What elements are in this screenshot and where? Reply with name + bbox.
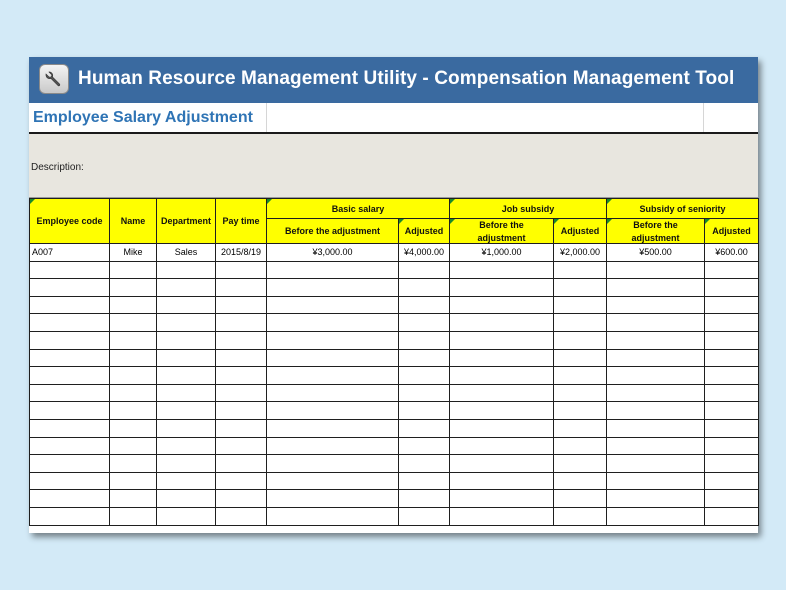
- empty-cell[interactable]: [267, 384, 399, 402]
- table-row: [30, 261, 759, 279]
- empty-cell[interactable]: [607, 261, 705, 279]
- salary-table: [29, 198, 759, 526]
- empty-cell[interactable]: [705, 384, 759, 402]
- empty-cell[interactable]: [705, 437, 759, 455]
- empty-cell[interactable]: [267, 367, 399, 385]
- description-area[interactable]: [29, 134, 758, 198]
- cell-job-before[interactable]: ¥1,000.00: [450, 244, 554, 262]
- empty-cell[interactable]: [267, 349, 399, 367]
- table-row: [30, 455, 759, 473]
- empty-cell[interactable]: [399, 331, 450, 349]
- empty-cell[interactable]: [607, 331, 705, 349]
- empty-cell[interactable]: [110, 419, 157, 437]
- empty-cell[interactable]: [110, 455, 157, 473]
- empty-cell[interactable]: [110, 384, 157, 402]
- empty-cell[interactable]: [399, 349, 450, 367]
- empty-cell[interactable]: [157, 507, 216, 525]
- empty-cell[interactable]: [110, 314, 157, 332]
- empty-cell[interactable]: [450, 472, 554, 490]
- empty-cell[interactable]: [110, 279, 157, 297]
- empty-cell[interactable]: [705, 402, 759, 420]
- empty-cell[interactable]: [399, 437, 450, 455]
- empty-cell[interactable]: [267, 437, 399, 455]
- empty-cell[interactable]: [705, 314, 759, 332]
- empty-cell[interactable]: [607, 419, 705, 437]
- header-job-before[interactable]: Before the adjustment: [450, 219, 554, 244]
- empty-cell[interactable]: [607, 384, 705, 402]
- empty-cell[interactable]: [267, 472, 399, 490]
- cell-basic-before[interactable]: ¥3,000.00: [267, 244, 399, 262]
- header-department[interactable]: Department: [157, 199, 216, 244]
- empty-cell[interactable]: [216, 472, 267, 490]
- header-basic-before[interactable]: Before the adjustment: [267, 219, 399, 244]
- header-seniority-adjusted[interactable]: Adjusted: [705, 219, 759, 244]
- cell-department[interactable]: Sales: [157, 244, 216, 262]
- empty-cell[interactable]: [30, 490, 110, 508]
- empty-cell[interactable]: [110, 490, 157, 508]
- empty-cell[interactable]: [30, 314, 110, 332]
- cell-divider: [703, 103, 704, 132]
- empty-cell[interactable]: [705, 279, 759, 297]
- empty-cell[interactable]: [554, 437, 607, 455]
- empty-cell[interactable]: [267, 507, 399, 525]
- empty-cell[interactable]: [399, 419, 450, 437]
- empty-cell[interactable]: [554, 419, 607, 437]
- empty-cell[interactable]: [554, 490, 607, 508]
- cell-seniority-before[interactable]: ¥500.00: [607, 244, 705, 262]
- empty-cell[interactable]: [554, 331, 607, 349]
- empty-cell[interactable]: [267, 331, 399, 349]
- empty-cell[interactable]: [267, 296, 399, 314]
- empty-cell[interactable]: [216, 455, 267, 473]
- description-label: Description:: [31, 162, 84, 173]
- empty-cell[interactable]: [216, 314, 267, 332]
- empty-cell[interactable]: [216, 331, 267, 349]
- empty-cell[interactable]: [399, 296, 450, 314]
- empty-cell[interactable]: [450, 419, 554, 437]
- empty-cell[interactable]: [607, 402, 705, 420]
- sheet-title-row: [29, 103, 758, 134]
- empty-cell[interactable]: [157, 331, 216, 349]
- empty-cell[interactable]: [607, 472, 705, 490]
- empty-cell[interactable]: [705, 331, 759, 349]
- empty-cell[interactable]: [705, 490, 759, 508]
- empty-cell[interactable]: [216, 402, 267, 420]
- header-name[interactable]: Name: [110, 199, 157, 244]
- empty-cell[interactable]: [554, 402, 607, 420]
- wrench-icon: [39, 64, 69, 94]
- table-row: [30, 384, 759, 402]
- empty-cell[interactable]: [607, 367, 705, 385]
- empty-cell[interactable]: [450, 261, 554, 279]
- empty-cell[interactable]: [554, 279, 607, 297]
- table-row: [30, 279, 759, 297]
- table-row: [30, 367, 759, 385]
- empty-cell[interactable]: [450, 279, 554, 297]
- empty-cell[interactable]: [705, 419, 759, 437]
- empty-cell[interactable]: [157, 296, 216, 314]
- empty-cell[interactable]: [30, 507, 110, 525]
- header-employee-code[interactable]: Employee code: [30, 199, 110, 244]
- empty-cell[interactable]: [267, 402, 399, 420]
- empty-cell[interactable]: [450, 349, 554, 367]
- empty-cell[interactable]: [30, 349, 110, 367]
- empty-cell[interactable]: [110, 472, 157, 490]
- header-pay-time[interactable]: Pay time: [216, 199, 267, 244]
- empty-cell[interactable]: [554, 314, 607, 332]
- empty-cell[interactable]: [450, 402, 554, 420]
- empty-cell[interactable]: [399, 314, 450, 332]
- empty-cell[interactable]: [157, 367, 216, 385]
- header-job-adjusted[interactable]: Adjusted: [554, 219, 607, 244]
- empty-cell[interactable]: [216, 349, 267, 367]
- empty-cell[interactable]: [110, 296, 157, 314]
- empty-cell[interactable]: [554, 472, 607, 490]
- empty-cell[interactable]: [157, 472, 216, 490]
- empty-cell[interactable]: [607, 455, 705, 473]
- table-row: [30, 419, 759, 437]
- empty-cell[interactable]: [450, 455, 554, 473]
- empty-cell[interactable]: [554, 507, 607, 525]
- empty-cell[interactable]: [267, 490, 399, 508]
- empty-cell[interactable]: [30, 384, 110, 402]
- table-row: [30, 490, 759, 508]
- empty-cell[interactable]: [399, 384, 450, 402]
- spreadsheet-sheet: [29, 57, 758, 533]
- empty-cell[interactable]: [30, 402, 110, 420]
- empty-cell[interactable]: [267, 455, 399, 473]
- empty-cell[interactable]: [30, 472, 110, 490]
- empty-cell[interactable]: [216, 419, 267, 437]
- empty-cell[interactable]: [110, 367, 157, 385]
- header-subsidy-seniority[interactable]: Subsidy of seniority: [607, 199, 759, 219]
- empty-cell[interactable]: [607, 349, 705, 367]
- app-title: Human Resource Management Utility - Compensation Management Tool: [78, 68, 735, 89]
- empty-cell[interactable]: [607, 296, 705, 314]
- empty-cell[interactable]: [30, 296, 110, 314]
- empty-cell[interactable]: [450, 296, 554, 314]
- table-row: [30, 402, 759, 420]
- empty-cell[interactable]: [267, 314, 399, 332]
- empty-cell[interactable]: [30, 367, 110, 385]
- table-row: [30, 507, 759, 525]
- empty-cell[interactable]: [399, 507, 450, 525]
- empty-cell[interactable]: [157, 261, 216, 279]
- app-title-bar: [29, 57, 758, 103]
- table-row: [30, 437, 759, 455]
- cell-job-adjusted[interactable]: ¥2,000.00: [554, 244, 607, 262]
- header-seniority-before[interactable]: Before the adjustment: [607, 219, 705, 244]
- empty-cell[interactable]: [110, 437, 157, 455]
- empty-cell[interactable]: [157, 419, 216, 437]
- empty-cell[interactable]: [607, 314, 705, 332]
- cell-seniority-adjusted[interactable]: ¥600.00: [705, 244, 759, 262]
- empty-cell[interactable]: [216, 261, 267, 279]
- empty-cell[interactable]: [399, 490, 450, 508]
- empty-cell[interactable]: [607, 507, 705, 525]
- empty-cell[interactable]: [216, 279, 267, 297]
- cell-employee-code[interactable]: A007: [30, 244, 110, 262]
- empty-cell[interactable]: [705, 507, 759, 525]
- empty-cell[interactable]: [110, 261, 157, 279]
- table-row: [30, 296, 759, 314]
- table-body: [30, 244, 759, 526]
- empty-cell[interactable]: [705, 367, 759, 385]
- empty-cell[interactable]: [30, 437, 110, 455]
- empty-cell[interactable]: [157, 279, 216, 297]
- empty-cell[interactable]: [110, 402, 157, 420]
- table-row: [30, 472, 759, 490]
- empty-cell[interactable]: [607, 490, 705, 508]
- empty-cell[interactable]: [705, 349, 759, 367]
- empty-cell[interactable]: [399, 261, 450, 279]
- empty-cell[interactable]: [30, 331, 110, 349]
- empty-cell[interactable]: [450, 437, 554, 455]
- empty-cell[interactable]: [30, 455, 110, 473]
- empty-cell[interactable]: [554, 296, 607, 314]
- header-basic-salary[interactable]: Basic salary: [267, 199, 450, 219]
- empty-cell[interactable]: [705, 261, 759, 279]
- empty-cell[interactable]: [157, 437, 216, 455]
- empty-cell[interactable]: [267, 279, 399, 297]
- empty-cell[interactable]: [216, 384, 267, 402]
- empty-cell[interactable]: [30, 261, 110, 279]
- empty-cell[interactable]: [110, 507, 157, 525]
- empty-cell[interactable]: [216, 367, 267, 385]
- sheet-title[interactable]: Employee Salary Adjustment: [33, 109, 253, 126]
- empty-cell[interactable]: [110, 331, 157, 349]
- table-row: [30, 349, 759, 367]
- cell-name[interactable]: Mike: [110, 244, 157, 262]
- empty-cell[interactable]: [216, 490, 267, 508]
- table-row: [30, 314, 759, 332]
- empty-cell[interactable]: [30, 419, 110, 437]
- empty-cell[interactable]: [216, 437, 267, 455]
- empty-cell[interactable]: [110, 349, 157, 367]
- empty-cell[interactable]: [399, 279, 450, 297]
- empty-cell[interactable]: [30, 279, 110, 297]
- empty-cell[interactable]: [705, 296, 759, 314]
- table-row: [30, 331, 759, 349]
- empty-cell[interactable]: [267, 419, 399, 437]
- empty-cell[interactable]: [554, 367, 607, 385]
- cell-pay-time[interactable]: 2015/8/19: [216, 244, 267, 262]
- cell-basic-adjusted[interactable]: ¥4,000.00: [399, 244, 450, 262]
- empty-cell[interactable]: [705, 472, 759, 490]
- empty-cell[interactable]: [399, 455, 450, 473]
- empty-cell[interactable]: [216, 507, 267, 525]
- empty-cell[interactable]: [399, 472, 450, 490]
- empty-cell[interactable]: [450, 331, 554, 349]
- empty-cell[interactable]: [450, 314, 554, 332]
- empty-cell[interactable]: [157, 490, 216, 508]
- empty-cell[interactable]: [554, 349, 607, 367]
- empty-cell[interactable]: [157, 349, 216, 367]
- empty-cell[interactable]: [157, 384, 216, 402]
- empty-cell[interactable]: [607, 437, 705, 455]
- empty-cell[interactable]: [157, 402, 216, 420]
- empty-cell[interactable]: [554, 384, 607, 402]
- empty-cell[interactable]: [607, 279, 705, 297]
- header-job-subsidy[interactable]: Job subsidy: [450, 199, 607, 219]
- empty-cell[interactable]: [450, 384, 554, 402]
- empty-cell[interactable]: [450, 507, 554, 525]
- empty-cell[interactable]: [399, 367, 450, 385]
- table-row: [30, 244, 759, 262]
- empty-cell[interactable]: [450, 490, 554, 508]
- empty-cell[interactable]: [554, 455, 607, 473]
- empty-cell[interactable]: [705, 455, 759, 473]
- empty-cell[interactable]: [267, 261, 399, 279]
- empty-cell[interactable]: [399, 402, 450, 420]
- empty-cell[interactable]: [157, 455, 216, 473]
- header-basic-adjusted[interactable]: Adjusted: [399, 219, 450, 244]
- empty-cell[interactable]: [216, 296, 267, 314]
- empty-cell[interactable]: [450, 367, 554, 385]
- empty-cell[interactable]: [554, 261, 607, 279]
- cell-divider: [266, 103, 267, 132]
- empty-cell[interactable]: [157, 314, 216, 332]
